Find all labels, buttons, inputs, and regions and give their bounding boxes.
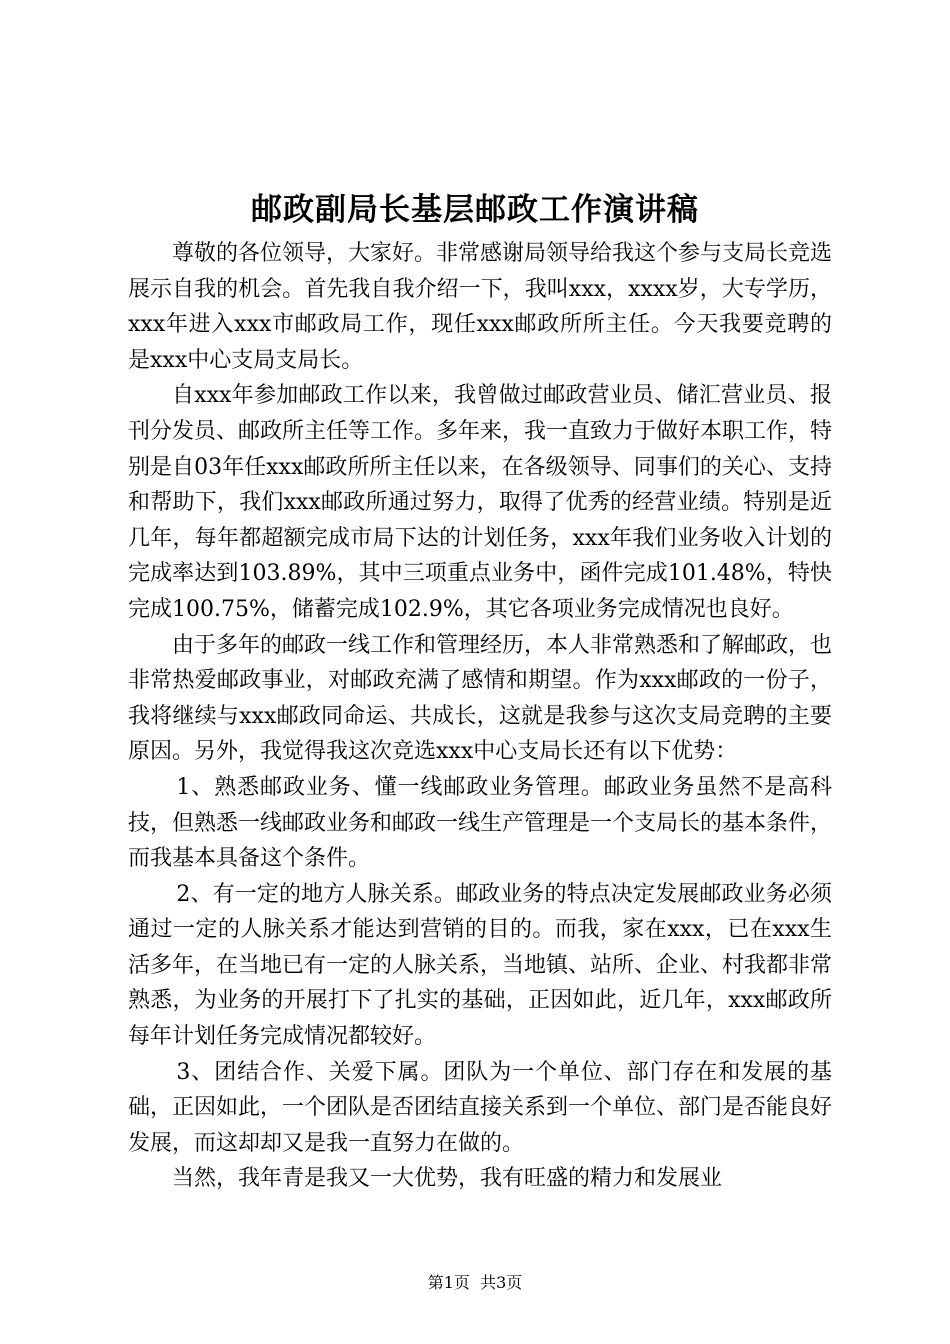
paragraph-work-history: 自xxx年参加邮政工作以来，我曾做过邮政营业员、储汇营业员、报刊分发员、邮政所主任等工作。多年来，我一直致力于做好本职工作，特别是自03年任xxx邮政所所主任以来，在各级领导、同事们的关心、支持和帮助下，我们xxx邮政所通过努力，取得了优秀的经营业绩。特别是近几年，每年都超额完成市局下达的计划任务，xxx年我们业务收入计划的完成率达到103.89%，其中三项重点业务中，函件完成101.48%，特快完成100.75%，储蓄完成102.9%，其它各项业务完成情况也良好。: [128, 383, 833, 622]
footer-spacer: [470, 1273, 480, 1292]
page-number: 第1页: [427, 1273, 470, 1292]
paragraph-advantage-3: 3、团结合作、关爱下属。团队为一个单位、部门存在和发展的基础，正因如此，一个团队是否团结直接关系到一个单位、部门是否能良好发展，而这却却又是我一直努力在做的。: [128, 1059, 833, 1156]
paragraph-greeting: 尊敬的各位领导，大家好。非常感谢局领导给我这个参与支局长竞选展示自我的机会。首先我自我介绍一下，我叫xxx，xxxx岁，大专学历，xxx年进入xxx市邮政局工作，现任xxx邮政所所主任。今天我要竞聘的是xxx中心支局支局长。: [128, 241, 833, 373]
document-title: 邮政副局长基层邮政工作演讲稿: [251, 192, 699, 228]
paragraph-youth-advantage: 当然，我年青是我又一大优势，我有旺盛的精力和发展业: [172, 1166, 723, 1192]
document-body: [128, 236, 832, 1197]
paragraph-advantage-1: 1、熟悉邮政业务、懂一线邮政业务管理。邮政业务虽然不是高科技，但熟悉一线邮政业务和邮政一线生产管理是一个支局长的基本条件，而我基本具备这个条件。: [128, 774, 833, 872]
page-total: 共3页: [480, 1273, 523, 1292]
paragraph-motivation: 由于多年的邮政一线工作和管理经历，本人非常熟悉和了解邮政，也非常热爱邮政事业，对邮政充满了感情和期望。作为xxx邮政的一份子，我将继续与xxx邮政同命运、共成长，这就是我参与这次支局竞聘的主要原因。另外，我觉得我这次竞选xxx中心支局长还有以下优势：: [128, 632, 833, 765]
paragraph-advantage-2: 2、有一定的地方人脉关系。邮政业务的特点决定发展邮政业务必须通过一定的人脉关系才能达到营销的目的。而我，家在xxx，已在xxx生活多年，在当地已有一定的人脉关系，当地镇、站所、企业、村我都非常熟悉，为业务的开展打下了扎实的基础，正因如此，近几年，xxx邮政所每年计划任务完成情况都较好。: [128, 881, 833, 1050]
page-footer: [0, 1272, 950, 1294]
